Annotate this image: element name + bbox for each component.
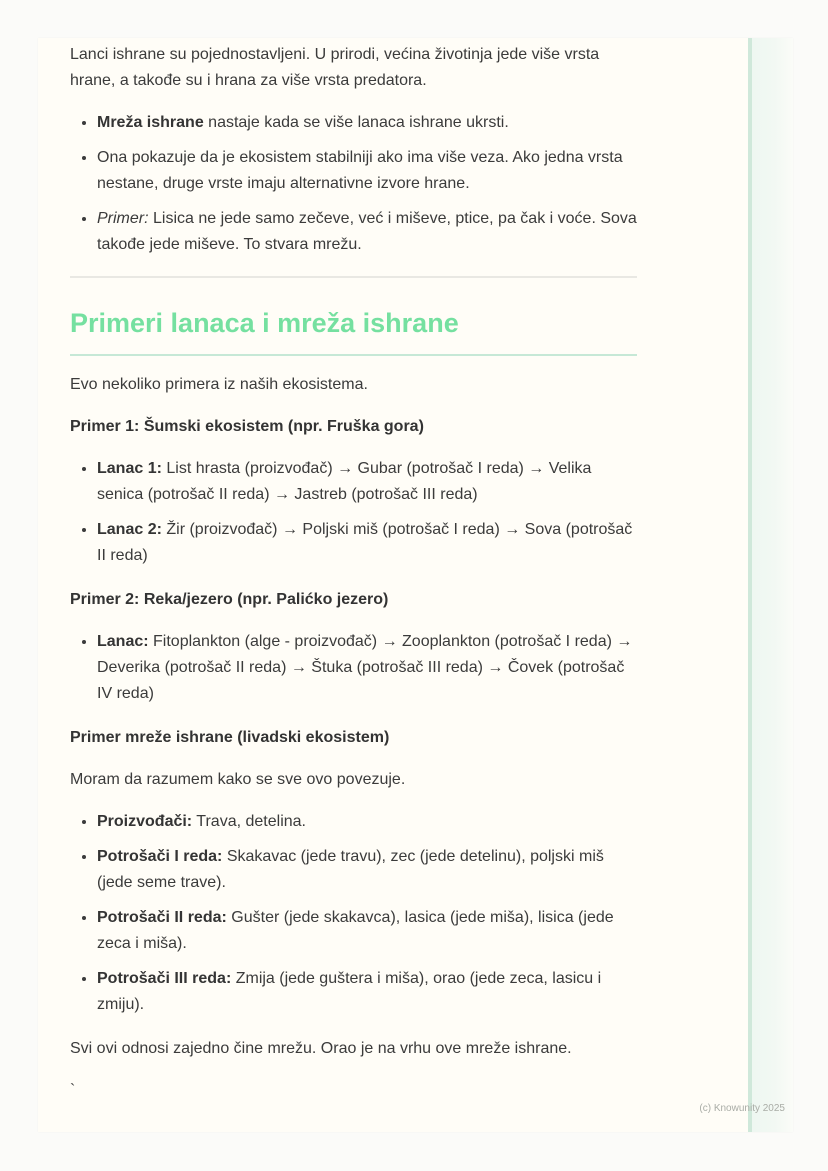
example2-list <box>70 629 637 707</box>
list-item-lead: Mreža ishrane <box>97 114 204 131</box>
list-item <box>97 844 637 896</box>
list-item <box>97 629 637 707</box>
list-item <box>97 905 637 957</box>
list-item <box>97 145 637 197</box>
list-item-text: Trava, detelina. <box>192 813 306 830</box>
list-item-lead: Lanac 1: <box>97 460 162 477</box>
right-margin-green-line <box>748 38 752 1132</box>
section-divider <box>70 276 637 278</box>
list-item-text: Fitoplankton (alge - proizvođač) → Zooplankton (potrošač I reda) → Deverika (potrošač II reda) → Štuka (potrošač III reda) → Čovek (potrošač IV reda) <box>97 633 633 702</box>
example2-title: Primer 2: Reka/jezero (npr. Palićko jezero) <box>70 591 389 608</box>
example3-list <box>70 809 637 1018</box>
list-item-text: Gušter (jede skakavca), lasica (jede miša), lisica (jede zeca i miša). <box>97 909 614 952</box>
list-item <box>97 206 637 258</box>
closing-paragraph: Svi ovi odnosi zajedno čine mrežu. Orao je na vrhu ove mreže ishrane. <box>70 1040 572 1057</box>
list-item-lead: Lanac 2: <box>97 521 162 538</box>
list-item <box>97 456 637 508</box>
right-margin-green-wash <box>752 38 793 1132</box>
food-web-list <box>70 110 637 258</box>
document-page <box>38 38 793 1132</box>
list-item-text: Ona pokazuje da je ekosistem stabilniji ako ima više veza. Ako jedna vrsta nestane, druge vrste imaju alternativne izvore hrane. <box>97 149 623 192</box>
list-item-text: Žir (proizvođač) → Poljski miš (potrošač I reda) → Sova (potrošač II reda) <box>97 521 633 564</box>
list-item <box>97 966 637 1018</box>
example1-list <box>70 456 637 569</box>
examples-intro: Evo nekoliko primera iz naših ekosistema. <box>70 376 368 393</box>
example3-title: Primer mreže ishrane (livadski ekosistem) <box>70 729 390 746</box>
list-item <box>97 110 637 136</box>
list-item-lead: Potrošači III reda: <box>97 970 232 987</box>
list-item-lead: Potrošači II reda: <box>97 909 227 926</box>
intro-paragraph: Lanci ishrane su pojednostavljeni. U prirodi, većina životinja jede više vrsta hrane, a takođe su i hrana za više vrsta predatora. <box>70 46 600 89</box>
list-item-text: List hrasta (proizvođač) → Gubar (potrošač I reda) → Velika senica (potrošač II reda) → Jastreb (potrošač III reda) <box>97 460 592 503</box>
list-item-lead: Proizvođači: <box>97 813 193 830</box>
example1-title: Primer 1: Šumski ekosistem (npr. Fruška gora) <box>70 418 424 435</box>
list-item-text: Skakavac (jede travu), zec (jede detelinu), poljski miš (jede seme trave). <box>97 848 604 891</box>
list-item-lead: Lanac: <box>97 633 149 650</box>
list-item <box>97 517 637 569</box>
document-content <box>38 38 637 1104</box>
section-heading: Primeri lanaca i mreža ishrane <box>70 306 637 356</box>
example3-note: Moram da razumem kako se sve ovo povezuje. <box>70 771 406 788</box>
list-item-lead: Primer: <box>97 210 149 227</box>
list-item <box>97 809 637 835</box>
copyright-footer: (c) Knowunity 2025 <box>699 1103 785 1114</box>
stray-character: ` <box>70 1082 76 1099</box>
list-item-text: nastaje kada se više lanaca ishrane ukrsti. <box>203 114 509 131</box>
list-item-lead: Potrošači I reda: <box>97 848 223 865</box>
list-item-text: Zmija (jede guštera i miša), orao (jede zeca, lasicu i zmiju). <box>97 970 602 1013</box>
list-item-text: Lisica ne jede samo zečeve, već i miševe, ptice, pa čak i voće. Sova takođe jede miševe. To stvara mrežu. <box>97 210 637 253</box>
